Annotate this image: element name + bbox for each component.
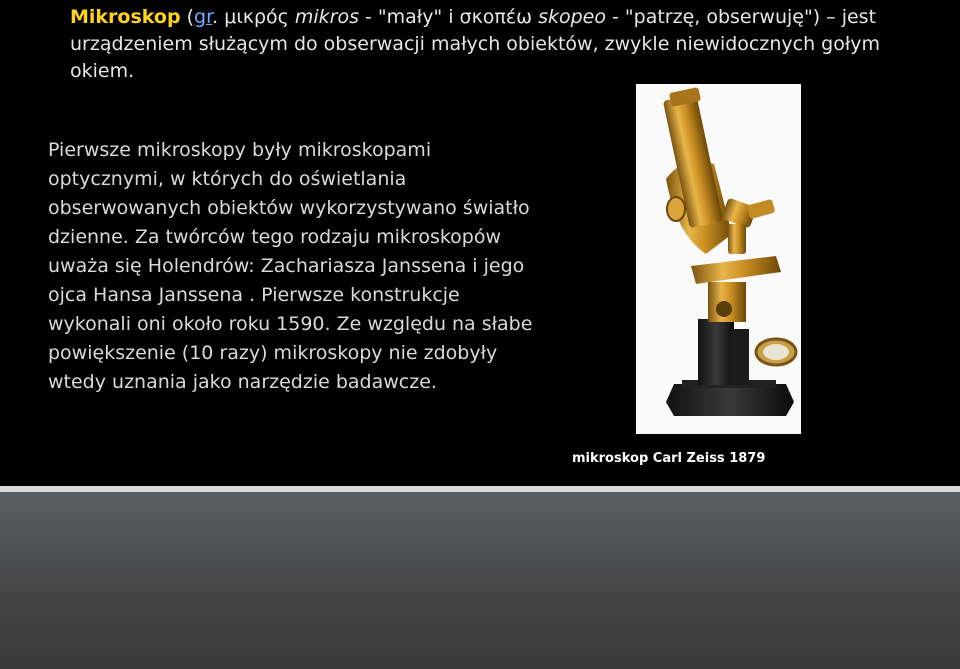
photo-caption: mikroskop Carl Zeiss 1879 — [572, 451, 766, 466]
gloss-2: - "patrzę, obserwuję") – jest urządzeniem służącym do obserwacji małych obiektów, zwykle niewidocznych gołym okiem. — [70, 6, 881, 82]
term-mikroskop: Mikroskop — [70, 6, 181, 28]
gloss-1: - "mały" i σκοπέω — [358, 6, 539, 28]
greek-link[interactable]: gr — [194, 6, 213, 28]
slide-footer-area — [0, 492, 960, 669]
intro-paragraph — [70, 4, 930, 85]
word-skopeo: skopeo — [538, 6, 606, 28]
greek-prefix: . μικρός — [212, 6, 295, 28]
history-paragraph: Pierwsze mikroskopy były mikroskopami optycznymi, w których do oświetlania obserwowanych obiektów wykorzystywano światło dzienne. Za twórców tego rodzaju mikroskopów uważa się Holendrów: Zachariasza Janssena i jego ojca Hansa Janssena . Pierwsze konstrukcje wykonali oni około roku 1590. Ze względu na słabe powiększenie (10 razy) mikroskopy nie zdobyły wtedy uznania jako narzędzie badawcze. — [48, 139, 533, 393]
microscope-photo — [636, 84, 801, 434]
word-mikros: mikros — [294, 6, 359, 28]
open-paren: ( — [180, 6, 195, 28]
microscope-illustration — [636, 84, 801, 434]
